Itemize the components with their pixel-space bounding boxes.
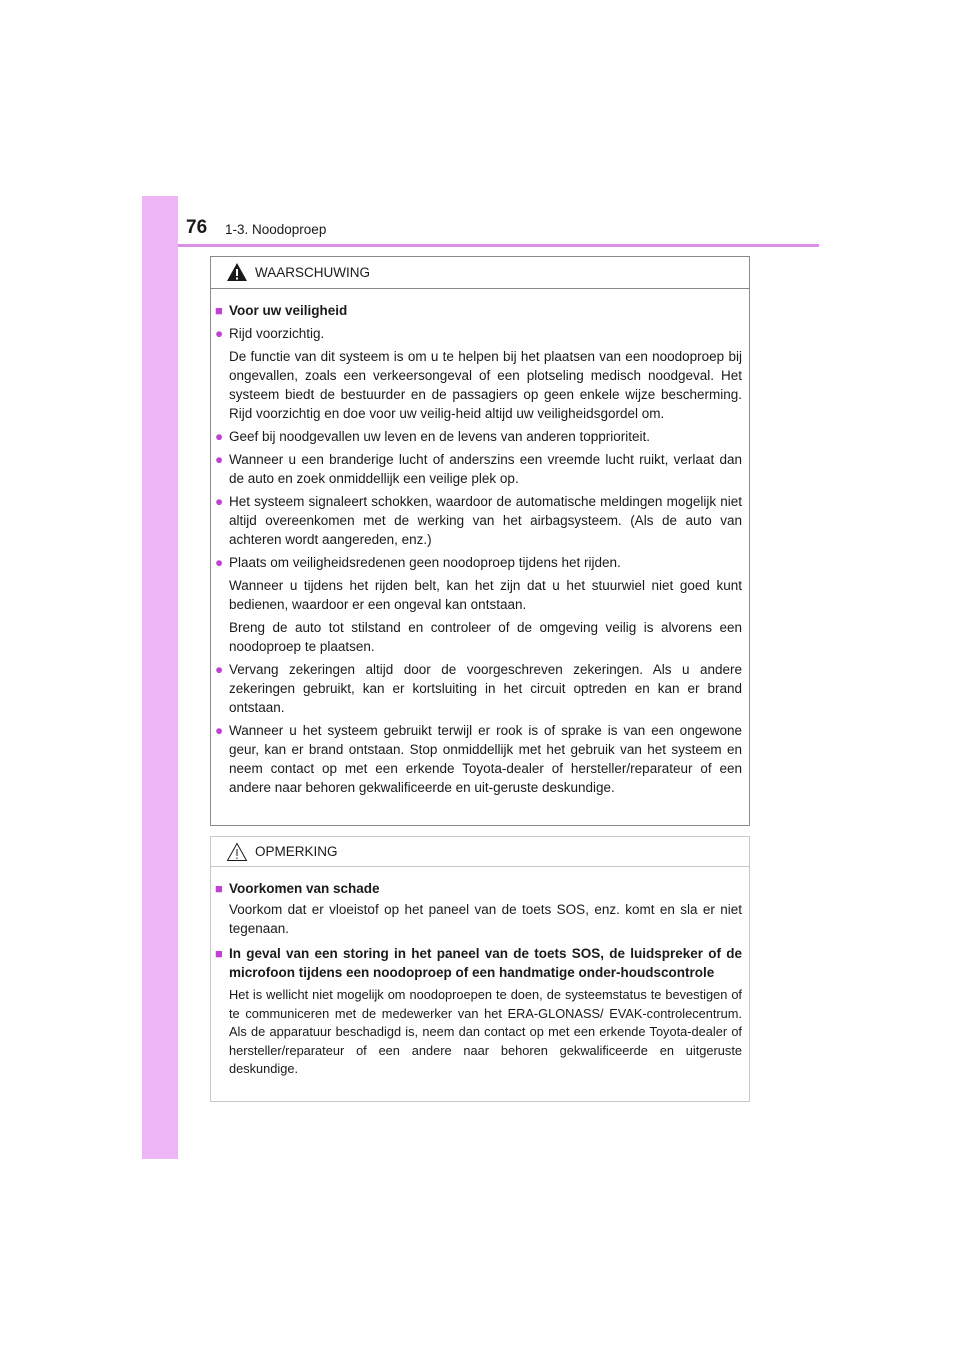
- list-item: [215, 427, 742, 446]
- bullet-icon: ●: [215, 452, 224, 467]
- list-item: [215, 660, 742, 717]
- warning-heading-text: Voor uw veiligheid: [229, 303, 348, 318]
- list-item: [215, 450, 742, 488]
- square-bullet-icon: ■: [215, 881, 223, 896]
- bullet-icon: ●: [215, 555, 224, 570]
- warning-icon: [226, 262, 248, 282]
- page-number: 76: [186, 217, 208, 238]
- list-item-detail: Wanneer u tijdens het rijden belt, kan het zijn dat u het stuurwiel niet goed kunt bedienen, waardoor er een ongeval kan ontstaan.: [229, 578, 742, 612]
- list-item-text: Rijd voorzichtig.: [229, 326, 325, 341]
- header-rule: [178, 244, 819, 247]
- list-item: [215, 492, 742, 549]
- warning-heading: [215, 301, 742, 320]
- list-item-text: Vervang zekeringen altijd door de voorgeschreven zekeringen. Als u andere zekeringen gebruikt, kan er kortsluiting in het circuit optreden en kan er brand ontstaan.: [229, 662, 742, 715]
- bullet-icon: ●: [215, 662, 224, 677]
- caution-icon: [226, 842, 248, 862]
- notice-box: [210, 836, 750, 1102]
- square-bullet-icon: ■: [215, 303, 223, 318]
- notice-heading-text: Voorkomen van schade: [229, 881, 380, 896]
- list-item-detail: Breng de auto tot stilstand en controleer of de omgeving veilig is alvorens een noodoproep te plaatsen.: [229, 620, 742, 654]
- chapter-tab: [142, 196, 178, 1159]
- warning-header: [211, 257, 749, 289]
- list-item-text: Wanneer u het systeem gebruikt terwijl er rook is of sprake is van een ongewone geur, kan er brand ontstaan. Stop onmiddellijk met het gebruik van het systeem en neem contact op met een erkende Toyota-dealer of hersteller/reparateur of een andere naar behoren gekwalificeerde en uit-geruste deskundige.: [229, 723, 742, 795]
- list-item-text: Geef bij noodgevallen uw leven en de levens van anderen topprioriteit.: [229, 429, 651, 444]
- bullet-icon: ●: [215, 429, 224, 444]
- list-item-text: Het systeem signaleert schokken, waardoor de automatische meldingen mogelijk niet altijd overeenkomen met de werking van het airbagsysteem. (Als de auto van achteren wordt aangereden, enz.): [229, 494, 742, 547]
- notice-text: Het is wellicht niet mogelijk om noodoproepen te doen, de systeemstatus te bevestigen of te communiceren met de medewerker van het ERA-GLONASS/ EVAK-controlecentrum. Als de apparatuur beschadigd is, neem dan contact op met een erkende Toyota-dealer of hersteller/reparateur of een andere naar behoren gekwalificeerde en uitgeruste deskundige.: [229, 987, 742, 1076]
- bullet-icon: ●: [215, 723, 224, 738]
- warning-body: [211, 289, 749, 797]
- notice-heading: [215, 879, 742, 898]
- notice-text: Voorkom dat er vloeistof op het paneel van de toets SOS, enz. komt en sla er niet tegenaan.: [229, 902, 742, 936]
- section-title: 1-3. Noodoproep: [225, 222, 327, 237]
- notice-body: [211, 867, 749, 1079]
- list-item-detail: De functie van dit systeem is om u te helpen bij het plaatsen van een noodoproep bij ongevallen, zoals een verkeersongeval of een plotseling medisch noodgeval. Het systeem biedt de bestuurder en de passagiers op geen enkele wijze bescherming. Rijd voorzichtig en doe voor uw veilig-heid altijd uw veiligheidsgordel om.: [229, 349, 742, 421]
- list-item-text: Wanneer u een branderige lucht of anderszins een vreemde lucht ruikt, verlaat dan de auto en zoek onmiddellijk een veilige plek op.: [229, 452, 742, 486]
- list-item: [215, 553, 742, 572]
- square-bullet-icon: ■: [215, 946, 223, 961]
- notice-title: OPMERKING: [255, 844, 338, 859]
- list-item-text: Plaats om veiligheidsredenen geen noodoproep tijdens het rijden.: [229, 555, 621, 570]
- warning-title: WAARSCHUWING: [255, 265, 370, 280]
- notice-heading-text: In geval van een storing in het paneel van de toets SOS, de luidspreker of de microfoon tijdens een noodoproep of een handmatige onder-houdscontrole: [229, 946, 742, 980]
- list-item: [215, 721, 742, 797]
- notice-heading: [215, 944, 742, 982]
- list-item: [215, 324, 742, 343]
- notice-header: [211, 837, 749, 867]
- warning-box: [210, 256, 750, 826]
- bullet-icon: ●: [215, 326, 224, 341]
- bullet-icon: ●: [215, 494, 224, 509]
